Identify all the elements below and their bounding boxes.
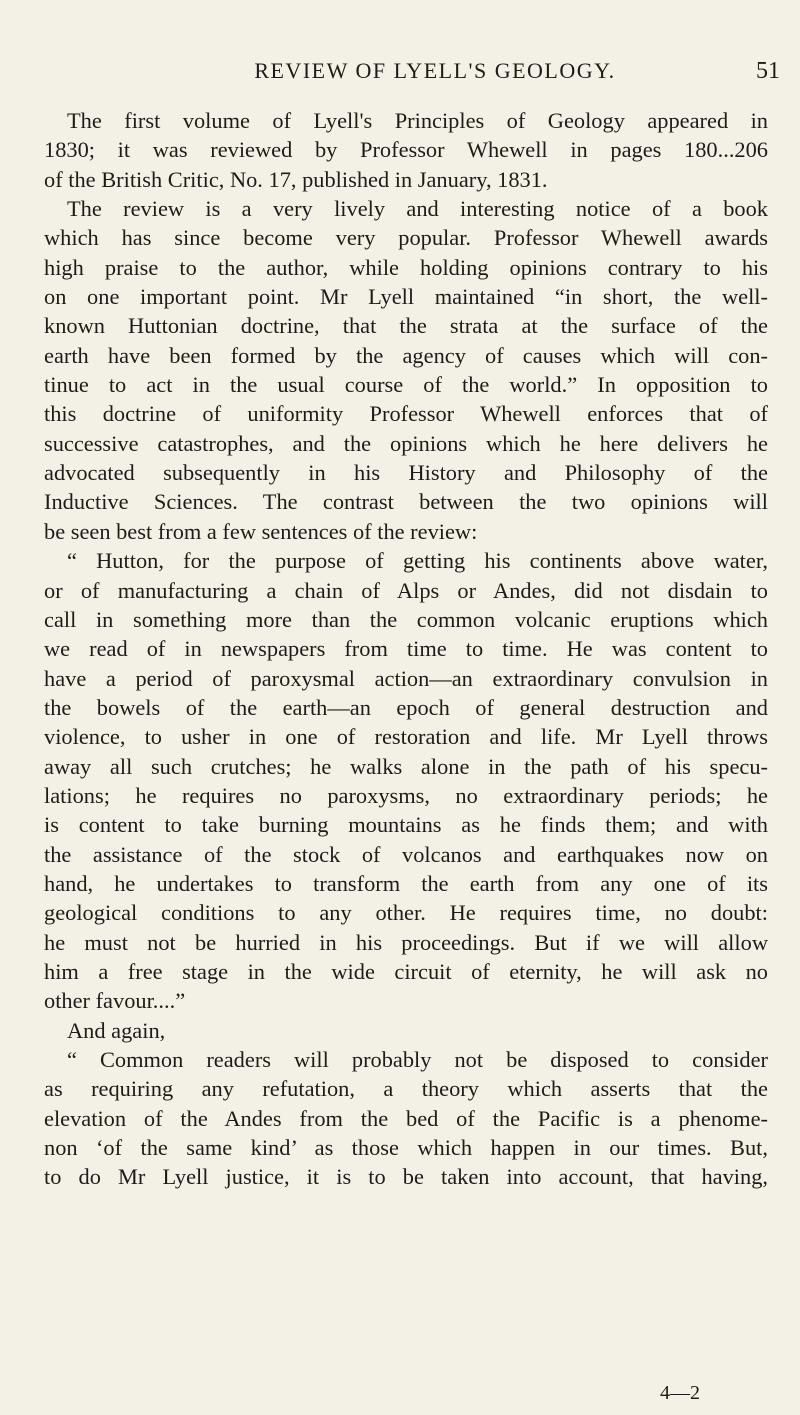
text-line: to do Mr Lyell justice, it is to be taken into account, that having, — [44, 1164, 768, 1190]
text-line: the bowels of the earth—an epoch of general destruction and — [44, 694, 768, 720]
text-line: known Huttonian doctrine, that the strata at the surface of the — [44, 313, 768, 339]
running-head — [90, 58, 780, 88]
text-line: advocated subsequently in his History and Philosophy of the — [44, 460, 768, 486]
text-line: The first volume of Lyell's Principles of Geology appeared in — [67, 108, 768, 133]
text-line: earth have been formed by the agency of causes which will con- — [44, 342, 768, 368]
text-line: is content to take burning mountains as he finds them; and with — [44, 812, 768, 838]
text-line: geological conditions to any other. He requires time, no doubt: — [44, 900, 768, 926]
text-line: we read of in newspapers from time to time. He was content to — [44, 636, 768, 662]
text-line: hand, he undertakes to transform the earth from any one of its — [44, 870, 768, 896]
text-line: high praise to the author, while holding opinions contrary to his — [44, 254, 768, 280]
text-line: successive catastrophes, and the opinions which he here delivers he — [44, 430, 768, 456]
text-line: elevation of the Andes from the bed of the Pacific is a phenome- — [44, 1105, 768, 1131]
text-line: tinue to act in the usual course of the world.” In opposition to — [44, 372, 768, 398]
text-line: The review is a very lively and interesting notice of a book — [67, 196, 768, 222]
running-title: REVIEW OF LYELL'S GEOLOGY. — [254, 58, 616, 83]
text-line: him a free stage in the wide circuit of eternity, he will ask no — [44, 958, 768, 984]
text-line: away all such crutches; he walks alone in the path of his specu- — [44, 753, 768, 779]
text-line: 1830; it was reviewed by Professor Whewell in pages 180...206 — [44, 137, 768, 163]
text-line: non ‘of the same kind’ as those which happen in our times. But, — [44, 1135, 768, 1161]
text-line: violence, to usher in one of restoration and life. Mr Lyell throws — [44, 724, 768, 750]
signature-mark: 4—2 — [660, 1382, 700, 1404]
text-line: which has since become very popular. Professor Whewell awards — [44, 225, 768, 251]
text-line: And again, — [67, 1017, 166, 1043]
text-line: Inductive Sciences. The contrast between the two opinions will — [44, 489, 768, 515]
body-text — [44, 106, 768, 1192]
text-line: be seen best from a few sentences of the review: — [44, 518, 478, 544]
text-line: the assistance of the stock of volcanos and earthquakes now on — [44, 841, 768, 867]
text-line: call in something more than the common volcanic eruptions which — [44, 606, 768, 632]
text-line: as requiring any refutation, a theory which asserts that the — [44, 1076, 768, 1102]
text-line: lations; he requires no paroxysms, no extraordinary periods; he — [44, 782, 768, 808]
text-line: “ Common readers will probably not be disposed to consider — [67, 1047, 768, 1072]
text-line: on one important point. Mr Lyell maintained “in short, the well- — [44, 284, 768, 310]
text-line: or of manufacturing a chain of Alps or Andes, did not disdain to — [44, 577, 768, 603]
text-line: this doctrine of uniformity Professor Whewell enforces that of — [44, 401, 768, 427]
text-line: other favour....” — [44, 988, 186, 1014]
text-line: of the British Critic, No. 17, published in January, 1831. — [44, 166, 548, 192]
text-line: “ Hutton, for the purpose of getting his continents above water, — [67, 548, 768, 574]
text-line: have a period of paroxysmal action—an extraordinary convulsion in — [44, 665, 768, 691]
page-number: 51 — [756, 58, 780, 84]
text-line: he must not be hurried in his proceedings. But if we will allow — [44, 929, 768, 955]
